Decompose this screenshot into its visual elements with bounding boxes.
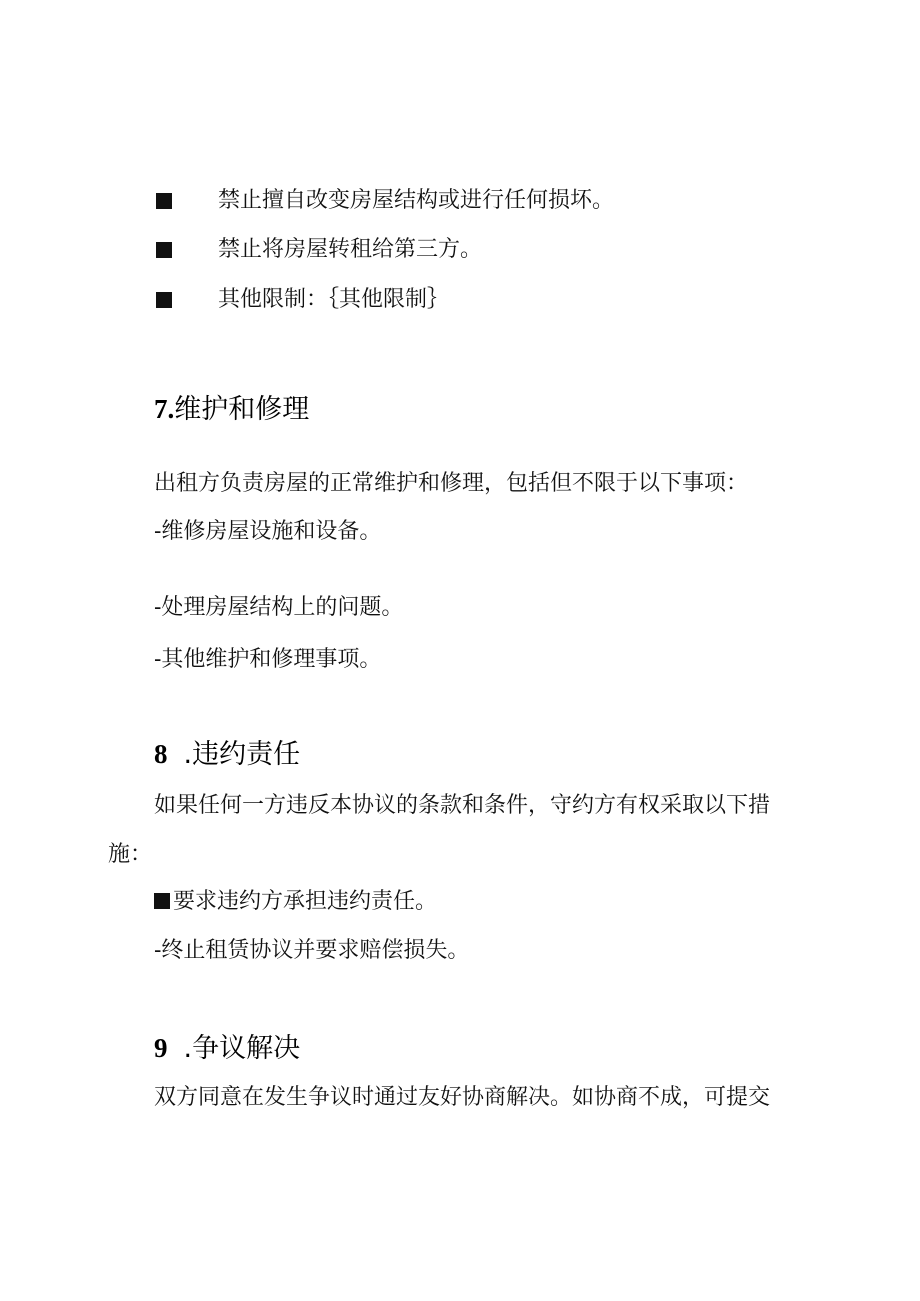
section-7-item: -维修房屋设施和设备。 bbox=[154, 519, 382, 544]
section-8-title: .违约责任 bbox=[183, 739, 301, 770]
restriction-item bbox=[156, 236, 483, 264]
restriction-text: 其他限制：｛其他限制｝ bbox=[218, 287, 450, 312]
section-7-title: 维护和修理 bbox=[174, 394, 310, 425]
section-7-item: -其他维护和修理事项。 bbox=[154, 647, 382, 672]
section-8-heading bbox=[154, 737, 300, 772]
section-8-number: 8 bbox=[154, 739, 168, 769]
section-7-item: -处理房屋结构上的问题。 bbox=[154, 595, 404, 620]
section-8-item bbox=[154, 888, 437, 916]
restriction-text: 禁止将房屋转租给第三方。 bbox=[218, 237, 483, 262]
restriction-text: 禁止擅自改变房屋结构或进行任何损坏。 bbox=[218, 188, 615, 213]
section-9-title: .争议解决 bbox=[183, 1033, 301, 1064]
section-8-paragraph-line: 施： bbox=[108, 842, 153, 867]
square-bullet-icon bbox=[154, 893, 170, 909]
section-7-number: 7. bbox=[154, 394, 175, 424]
section-9-number: 9 bbox=[154, 1033, 168, 1063]
square-bullet-icon bbox=[156, 292, 172, 308]
section-7-intro: 出租方负责房屋的正常维护和修理，包括但不限于以下事项： bbox=[154, 471, 749, 496]
square-bullet-icon bbox=[156, 193, 172, 209]
restriction-item bbox=[156, 286, 450, 314]
section-9-heading bbox=[154, 1031, 300, 1066]
section-8-item-text: 要求违约方承担违约责任。 bbox=[173, 889, 438, 914]
square-bullet-icon bbox=[156, 242, 172, 258]
section-9-paragraph-line: 双方同意在发生争议时通过友好协商解决。如协商不成，可提交 bbox=[154, 1085, 771, 1110]
section-8-item: -终止租赁协议并要求赔偿损失。 bbox=[154, 938, 470, 963]
section-7-heading bbox=[154, 392, 309, 427]
section-8-paragraph-line: 如果任何一方违反本协议的条款和条件，守约方有权采取以下措 bbox=[154, 793, 771, 818]
restriction-item bbox=[156, 187, 615, 215]
